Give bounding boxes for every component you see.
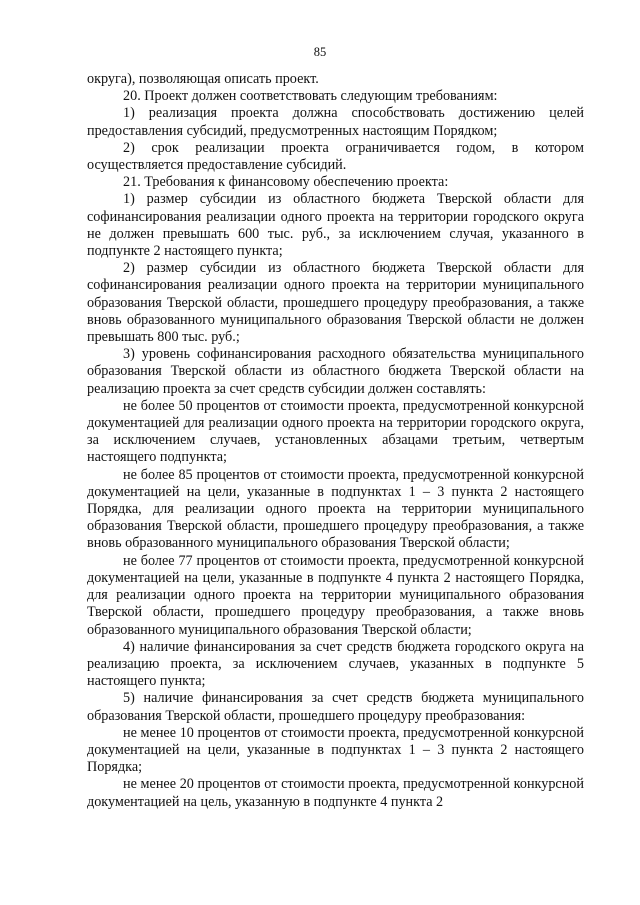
paragraph-21-3-b: не более 85 процентов от стоимости проекта, предусмотренной конкурсной документацией на цели, указанные в подпунктах 1 – 3 пункта 2 настоящего Порядка, для реализации одного проекта на территории муниципального образования Тверской области, прошедшего процедуру преобразования, а также вновь образованного муниципального образования Тверской области; [87, 466, 584, 552]
document-body [87, 71, 584, 811]
paragraph-item-21: 21. Требования к финансовому обеспечению проекта: [123, 174, 449, 191]
paragraph-21-3-a: не более 50 процентов от стоимости проекта, предусмотренной конкурсной документацией для реализации одного проекта на территории городского округа, за исключением случаев, установленных абзацами третьим, четвертым настоящего подпункта; [87, 397, 584, 466]
paragraph-20-1: 1) реализация проекта должна способствовать достижению целей предоставления субсидий, предусмотренных настоящим Порядком; [87, 105, 584, 139]
paragraph-21-3-c: не более 77 процентов от стоимости проекта, предусмотренной конкурсной документацией на цели, указанные в подпункте 4 пункта 2 настоящего Порядка, для реализации одного проекта на территории муниципального образования Тверской области, прошедшего процедуру преобразования, а также вновь образованного муниципального образования Тверской области; [87, 552, 584, 638]
paragraph-item-20: 20. Проект должен соответствовать следующим требованиям: [123, 88, 498, 105]
page-number: 85 [313, 45, 327, 59]
paragraph-21-5: 5) наличие финансирования за счет средств бюджета муниципального образования Тверской области, прошедшего процедуру преобразования: [87, 690, 584, 724]
paragraph-20-2: 2) срок реализации проекта ограничивается годом, в котором осуществляется предоставление субсидий. [87, 139, 584, 174]
paragraph-21-2: 2) размер субсидии из областного бюджета Тверской области для софинансирования реализации одного проекта на территории муниципального образования Тверской области, прошедшего процедуру преобразования, а также вновь образованного муниципального образования Тверской области не должен превышать 800 тыс. руб.; [87, 260, 584, 346]
paragraph-continuation: округа), позволяющая описать проект. [87, 71, 319, 87]
paragraph-21-4: 4) наличие финансирования за счет средств бюджета городского округа на реализацию проекта, за исключением случаев, указанных в подпункте 5 настоящего пункта; [87, 638, 584, 690]
paragraph-21-5-a: не менее 10 процентов от стоимости проекта, предусмотренной конкурсной документацией на цели, указанные в подпунктах 1 – 3 пункта 2 настоящего Порядка; [87, 724, 584, 776]
paragraph-21-3: 3) уровень софинансирования расходного обязательства муниципального образования Тверской области из областного бюджета Тверской области на реализацию проекта за счет средств субсидии должен составлять: [87, 346, 584, 397]
paragraph-21-5-b: не менее 20 процентов от стоимости проекта, предусмотренной конкурсной документацией на цель, указанную в подпункте 4 пункта 2 [87, 776, 584, 810]
paragraph-21-1: 1) размер субсидии из областного бюджета Тверской области для софинансирования реализации одного проекта на территории городского округа не должен превышать 600 тыс. руб., за исключением случая, указанного в подпункте 2 настоящего пункта; [87, 191, 584, 260]
